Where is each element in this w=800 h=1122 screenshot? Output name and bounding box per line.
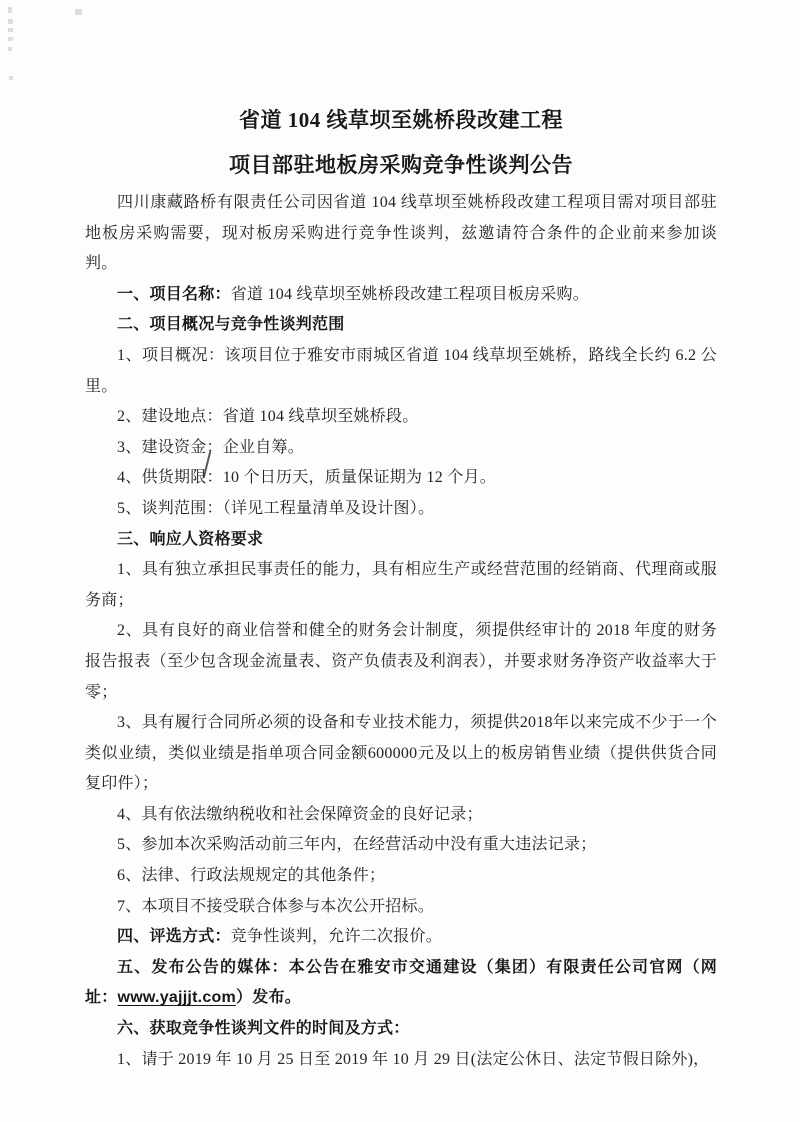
- document-title-line2: 项目部驻地板房采购竞争性谈判公告: [229, 153, 573, 177]
- section-6-heading-text: 六、获取竞争性谈判文件的时间及方式：: [117, 1020, 410, 1038]
- scan-artifact: [75, 9, 82, 15]
- section-5-publishing-media: [85, 953, 717, 1014]
- section-2-item-1-overview: [85, 341, 717, 402]
- section-2-item-5-scope: [85, 494, 717, 525]
- section-2-item-4-supply-period: [85, 463, 717, 494]
- section-3-item-5: [85, 830, 717, 861]
- section-4-label: 四、评选方式：: [117, 928, 231, 946]
- paragraph-intro: [85, 188, 717, 280]
- section-1-value: 省道 104 线草坝至姚桥段改建工程项目板房采购。: [230, 285, 590, 303]
- section-3-item-7: [85, 892, 717, 923]
- document-body: [85, 0, 717, 1075]
- item-text: 1、请于 2019 年 10 月 25 日至 2019 年 10 月 29 日(法定公休日、法定节假日除外)，: [117, 1050, 710, 1068]
- section-5-text: 五、发布公告的媒体：本公告在雅安市交通建设（集团）有限责任公司官网（网址：: [85, 958, 717, 1007]
- section-3-item-3: [85, 708, 717, 800]
- section-2-heading: [85, 310, 717, 341]
- item-text: 1、具有独立承担民事责任的能力，具有相应生产或经营范围的经销商、代理商或服务商；: [85, 561, 717, 609]
- section-3-item-6: [85, 861, 717, 892]
- item-text: 3、具有履行合同所必须的设备和专业技术能力，须提供2018年以来完成不少于一个类似业绩，类似业绩是指单项合同金额600000元及以上的板房销售业绩（提供供货合同复印件）；: [85, 714, 717, 793]
- scan-artifact: [8, 47, 12, 51]
- item-text: 5、参加本次采购活动前三年内，在经营活动中没有重大违法记录；: [117, 836, 597, 854]
- section-3-item-2: [85, 616, 717, 708]
- section-3-heading-text: 三、响应人资格要求: [117, 530, 264, 548]
- website-url: www.yajjjt.com: [117, 989, 237, 1007]
- document-title-line1: 省道 104 线草坝至姚桥段改建工程: [239, 108, 563, 132]
- item-text: 2、具有良好的商业信誉和健全的财务会计制度，须提供经审计的 2018 年度的财务报告报表（至少包含现金流量表、资产负债表及利润表），并要求财务净资产收益率大于零；: [85, 622, 717, 701]
- intro-text: 四川康藏路桥有限责任公司因省道 104 线草坝至姚桥段改建工程项目需对项目部驻地板房采购需要，现对板房采购进行竞争性谈判，兹邀请符合条件的企业前来参加谈判。: [85, 194, 717, 273]
- section-5-text-end: ）发布。: [236, 989, 302, 1007]
- item-text: 1、项目概况：该项目位于雅安市雨城区省道 104 线草坝至姚桥，路线全长约 6.2 公里。: [85, 346, 717, 395]
- section-2-heading-text: 二、项目概况与竞争性谈判范围: [117, 316, 345, 334]
- item-text: 2、建设地点：省道 104 线草坝至姚桥段。: [117, 408, 419, 426]
- section-4-value: 竞争性谈判，允许二次报价。: [230, 928, 443, 946]
- section-2-item-3-funding: [85, 433, 717, 464]
- item-text: 4、供货期限：10 个日历天，质量保证期为 12 个月。: [117, 469, 497, 487]
- item-text: 3、建设资金：企业自筹。: [117, 438, 305, 456]
- scan-artifact: [9, 76, 13, 80]
- section-6-heading: [85, 1014, 717, 1045]
- scan-artifact: [8, 28, 13, 32]
- scan-artifact: [8, 19, 13, 24]
- section-2-item-2-location: [85, 402, 717, 433]
- item-text: 6、法律、行政法规规定的其他条件；: [117, 867, 386, 885]
- scan-artifact: [8, 37, 13, 41]
- item-text: 7、本项目不接受联合体参与本次公开招标。: [117, 897, 435, 915]
- section-6-item-1: [85, 1045, 717, 1076]
- section-1-label: 一、项目名称：: [117, 285, 231, 303]
- scan-artifact: [8, 7, 12, 13]
- item-text: 4、具有依法缴纳税收和社会保障资金的良好记录；: [117, 805, 483, 823]
- section-3-item-4: [85, 800, 717, 831]
- section-3-heading: [85, 525, 717, 556]
- item-text: 5、谈判范围：（详见工程量清单及设计图）。: [117, 499, 435, 517]
- section-3-item-1: [85, 555, 717, 616]
- section-1-project-name: [85, 280, 717, 311]
- section-4-selection-method: [85, 922, 717, 953]
